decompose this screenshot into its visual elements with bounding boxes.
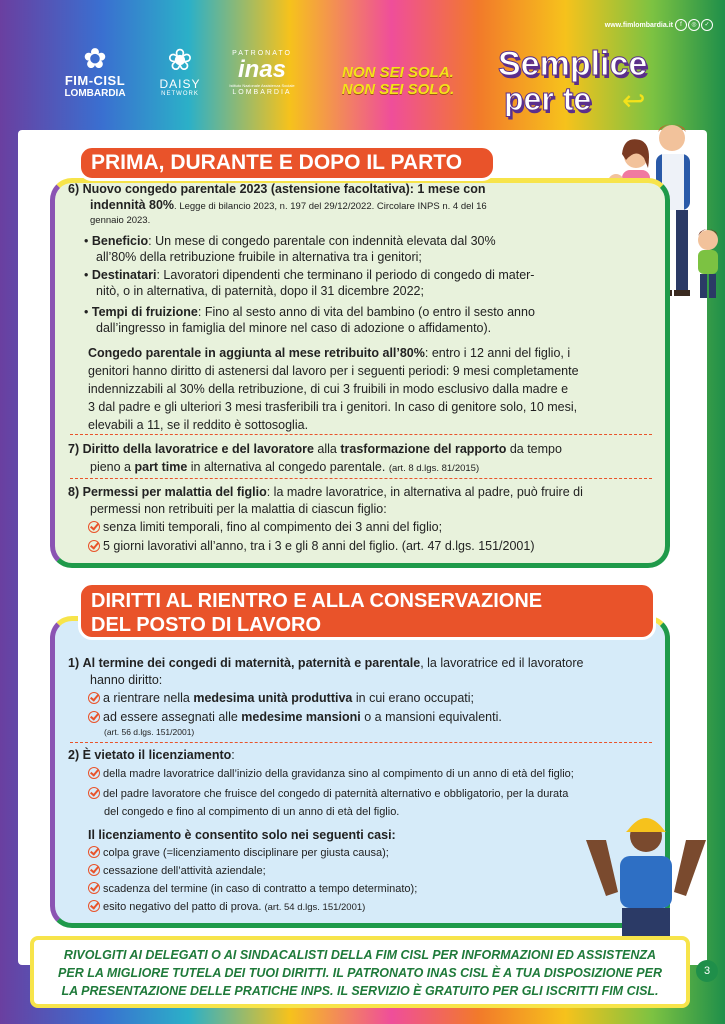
check-item (88, 518, 442, 536)
footer-line: PER LA MIGLIORE TUTELA DEI TUOI DIRITTI. IL PATRONATO INAS CISL È A TUA DISPOSIZIONE PER (58, 966, 662, 980)
footer-line: LA PRESENTAZIONE DELLE PRATICHE INPS. IL SERVIZIO È GRATUITO PER GLI ISCRITTI FIM CISL. (61, 984, 659, 998)
inas-logo-region: LOMBARDIA (232, 89, 292, 96)
extra-line: elevabili a 11, se il reddito è sottosoglia. (88, 418, 309, 432)
check-circle-icon (88, 540, 100, 552)
fim-logo-subtext: LOMBARDIA (64, 88, 126, 99)
bullet-tempi: • Tempi di fruizione: Fino al sesto anno di vita del bambino (o entro il sesto anno (84, 305, 535, 319)
check-text-bold: medesima unità produttiva (193, 691, 353, 705)
section-2-title (78, 582, 656, 640)
check-circle-icon (88, 846, 100, 858)
item-7-text: in alternativa al congedo parentale. (187, 460, 389, 474)
bullet-text-cont: all’80% della retribuzione fruibile in alternativa tra i genitori; (96, 250, 422, 264)
check-text: colpa grave (=licenziamento disciplinare per giusta causa); (103, 847, 389, 859)
s2-item-2 (68, 746, 235, 764)
item-7 (68, 440, 658, 458)
item-6-number: 6) (68, 182, 80, 196)
item-8-text: : la madre lavoratrice, in alternativa al padre, può fruire di (266, 485, 583, 499)
brand-title (494, 44, 680, 118)
bullet-label: Tempi di fruizione (91, 305, 198, 319)
item-7-text: da tempo (506, 442, 562, 456)
bullet-text-cont: nitò, o in alternativa, di paternità, dopo il 31 dicembre 2022; (96, 284, 424, 298)
check-circle-icon (88, 882, 100, 894)
item-6-title: Nuovo congedo parentale 2023 (astensione facoltativa): 1 mese con (82, 182, 486, 196)
flower-icon: ✿ (83, 43, 107, 74)
daisy-logo-subtext: NETWORK (161, 91, 199, 97)
item-8-number: 8) (68, 485, 80, 499)
s2-item-2-text: : (231, 748, 235, 762)
daisy-network-logo (150, 44, 210, 110)
check-circle-icon (88, 521, 100, 533)
daisy-logo-text: DAISY (159, 77, 201, 91)
slogan-line-1: NON SEI SOLA. (342, 64, 454, 81)
check-text: in cui erano occupati; (352, 691, 474, 705)
item-7-number: 7) (68, 442, 80, 456)
s2-item-2-bold: È vietato il licenziamento (82, 748, 232, 762)
extra-line: 3 dal padre e gli ulteriori 3 mesi trasferibili tra i genitori. In caso di genitore solo, 10 mesi, (88, 400, 578, 414)
check-text: ad essere assegnati alle (103, 710, 242, 724)
item-7-line-2 (90, 458, 479, 478)
check-item (88, 862, 266, 880)
check-circle-icon (88, 692, 100, 704)
item-7-bold: trasformazione del rapporto (340, 442, 507, 456)
check-text: o a mansioni equivalenti. (360, 710, 502, 724)
check-circle-icon (88, 787, 100, 799)
check-text-bold: medesime mansioni (241, 710, 361, 724)
instagram-icon[interactable]: ◎ (688, 19, 700, 31)
check-text: del padre lavoratore che fruisce del congedo di paternità alternativo e obbligatorio, per la durata (103, 788, 569, 800)
item-6-reference-cont: gennaio 2023. (90, 215, 151, 226)
slogan (318, 64, 478, 98)
inas-logo (224, 50, 300, 110)
item-7-text: alla (313, 442, 341, 456)
fim-cisl-logo (56, 44, 134, 110)
check-item (88, 898, 365, 917)
item-8-bold: Permessi per malattia del figlio (82, 485, 267, 499)
facebook-icon[interactable]: f (675, 19, 687, 31)
item-6-reference: . Legge di bilancio 2023, n. 197 del 29/12/2022. Circolare INPS n. 4 del 16 (174, 201, 487, 212)
check-circle-icon (88, 711, 100, 723)
daisy-icon: ❀ (167, 44, 193, 77)
section-2-title-line-2: DEL POSTO DI LAVORO (91, 614, 322, 636)
check-text: senza limiti temporali, fino al compimento dei 3 anni del figlio; (103, 520, 443, 534)
check-text: esito negativo del patto di prova. (103, 901, 262, 913)
allowed-reference: (art. 54 d.lgs. 151/2001) (264, 902, 366, 913)
check-text: cessazione dell’attività aziendale; (103, 865, 266, 877)
footer-line: RIVOLGITI AI DELEGATI O AI SINDACALISTI DELLA FIM CISL PER INFORMAZIONI ED ASSISTENZA (63, 948, 657, 962)
s2-item-1-text-cont: hanno diritto: (90, 673, 163, 687)
page-number: 3 (696, 960, 718, 982)
twitter-icon[interactable]: ✓ (701, 19, 713, 31)
brand-line-1: Semplice (498, 45, 648, 83)
check-item (88, 537, 535, 555)
divider (70, 742, 652, 743)
extra-line: indennizzabili al 30% della retribuzione, di cui 3 fruibili in modo esclusivo dalla madre e (88, 382, 569, 396)
item-7-text: pieno a (90, 460, 135, 474)
item-7-reference: (art. 8 d.lgs. 81/2015) (388, 463, 480, 474)
bullet-text: : Un mese di congedo parentale con indennità elevata dal 30% (148, 234, 496, 248)
extra-paragraph-title: Congedo parentale in aggiunta al mese retribuito all’80% (88, 346, 425, 360)
extra-paragraph (88, 344, 656, 362)
bullet-destinatari: • Destinatari: Lavoratori dipendenti che terminano il periodo di congedo di mater- (84, 268, 535, 282)
slogan-line-2: NON SEI SOLO. (341, 81, 455, 98)
section-2-title-line-1: DIRITTI AL RIENTRO E ALLA CONSERVAZIONE (91, 590, 543, 612)
check-circle-icon (88, 767, 100, 779)
check-item (88, 765, 574, 783)
curved-arrow-icon: ↩ (622, 85, 646, 116)
bullet-text: : Lavoratori dipendenti che terminano il periodo di congedo di mater- (156, 268, 535, 282)
item-7-bold: part time (134, 460, 188, 474)
item-7-bold: Diritto della lavoratrice e del lavoratore (82, 442, 314, 456)
brand-line-2: per te (504, 81, 592, 117)
bullet-label: Beneficio (91, 234, 149, 248)
item-6-title-highlight: indennità 80% (90, 198, 175, 212)
check-item (88, 880, 417, 898)
check-circle-icon (88, 900, 100, 912)
footer-notice (30, 936, 690, 1008)
item-8-text-cont: permessi non retribuiti per la malattia di ciascun figlio: (90, 502, 387, 516)
check-item (88, 785, 568, 803)
s2-item-1-bold: Al termine dei congedi di maternità, paternità e parentale (82, 656, 421, 670)
check-text: della madre lavoratrice dall’inizio della gravidanza sino al compimento di un anno di età del figlio; (103, 768, 574, 780)
item-8 (68, 483, 658, 501)
website-link[interactable]: www.fimlombardia.it (604, 22, 673, 29)
check-text: scadenza del termine (in caso di contratto a tempo determinato); (103, 883, 418, 895)
item-6-line-2 (90, 196, 630, 216)
bullet-text: : Fino al sesto anno di vita del bambino (o entro il sesto anno (197, 305, 535, 319)
s2-item-2-number: 2) (68, 748, 80, 762)
check-text: a rientrare nella (103, 691, 194, 705)
check-circle-icon (88, 864, 100, 876)
section-1-title: PRIMA, DURANTE E DOPO IL PARTO (78, 145, 496, 181)
allowed-cases-title: Il licenziamento è consentito solo nei seguenti casi: (88, 828, 396, 842)
bullet-text-cont: dall’ingresso in famiglia del minore nel caso di adozione o affidamento). (96, 321, 492, 335)
extra-line: genitori hanno diritto di astenersi dal lavoro per i seguenti periodi: 9 mesi completamente (88, 364, 579, 378)
s2-item-1-text: , la lavoratrice ed il lavoratore (420, 656, 584, 670)
inas-logo-desc: Istituto Nazionale Assistenza Sociale (229, 83, 295, 88)
inas-logo-top: PATRONATO (232, 50, 292, 57)
inas-logo-text: inas (237, 56, 287, 83)
check-text-cont: del congedo e fino al compimento di un anno di età del figlio. (104, 806, 400, 818)
check-item (88, 844, 389, 862)
check-text: 5 giorni lavorativi all’anno, tra i 3 e gli 8 anni del figlio. (art. 47 d.lgs. 151/2001) (103, 539, 535, 553)
child-figure (698, 229, 718, 298)
top-header (0, 0, 725, 120)
s2-item-1-reference: (art. 56 d.lgs. 151/2001) (104, 727, 195, 737)
s2-item-1-number: 1) (68, 656, 80, 670)
check-item (88, 689, 474, 707)
bullet-label: Destinatari (91, 268, 157, 282)
s2-item-1 (68, 654, 668, 672)
bullet-beneficio: • Beneficio: Un mese di congedo parentale con indennità elevata dal 30% (84, 234, 496, 248)
divider (70, 434, 652, 435)
divider (70, 478, 652, 479)
fim-logo-text: FIM-CISL (64, 73, 126, 88)
extra-line: : entro i 12 anni del figlio, i (424, 346, 571, 360)
